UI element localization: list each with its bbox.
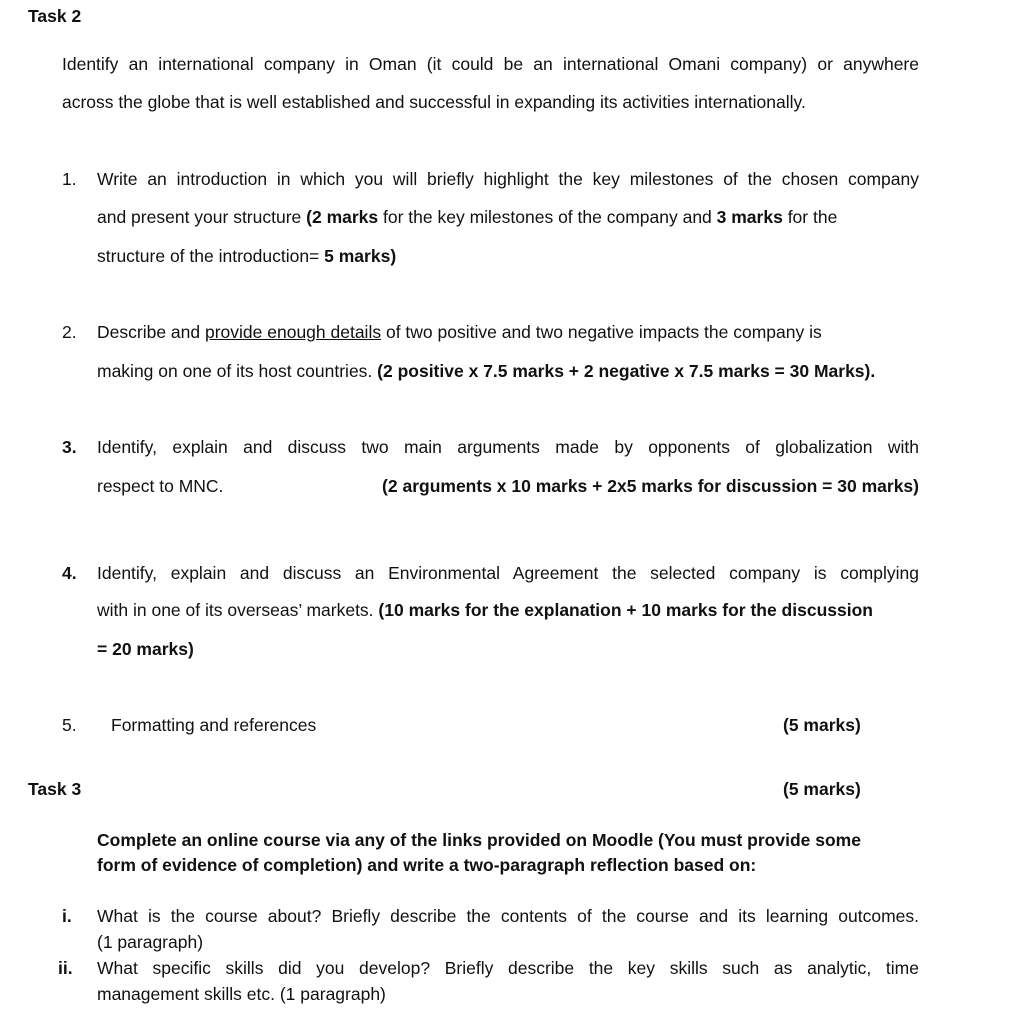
- q2-line1: [97, 322, 919, 343]
- task3-instruction-line1: Complete an online course via any of the links provided on Moodle (You must provide some: [97, 830, 861, 850]
- task3-item-i-line1: What is the course about? Briefly describe the contents of the course and its learning outcomes.: [97, 906, 919, 926]
- task2-title: Task 2: [28, 6, 82, 26]
- q4-line1: Identify, explain and discuss an Environmental Agreement the selected company is complying: [97, 563, 919, 583]
- q5-marks: (5 marks): [783, 715, 861, 735]
- task3-item-ii-number: ii.: [58, 958, 73, 978]
- q1-marks-milestones: (2 marks: [306, 207, 379, 227]
- task3-item-i-number: i.: [62, 906, 72, 926]
- q4-line3: = 20 marks): [97, 639, 194, 659]
- q2-line1-text-end: of two positive and two negative impacts the company is: [381, 322, 822, 342]
- task2-intro-line2: across the globe that is well established and successful in expanding its activities internationally.: [62, 92, 806, 112]
- q4-marks: (10 marks for the explanation + 10 marks for the discussion: [378, 600, 873, 620]
- q1-line2: [97, 207, 919, 228]
- q1-line1: Write an introduction in which you will briefly highlight the key milestones of the chosen company: [97, 169, 919, 189]
- task3-marks: (5 marks): [783, 779, 861, 799]
- q1-line2-text-mid: for the key milestones of the company and: [378, 207, 717, 227]
- task3-item-ii-line1: What specific skills did you develop? Briefly describe the key skills such as analytic, time: [97, 958, 919, 978]
- task3-instruction-line2: form of evidence of completion) and write a two-paragraph reflection based on:: [97, 855, 757, 875]
- q2-line2-text: making on one of its host countries.: [97, 361, 378, 381]
- q2-number: 2.: [62, 322, 77, 342]
- q1-line3-text: structure of the introduction=: [97, 246, 325, 266]
- task3-item-ii-line2: management skills etc. (1 paragraph): [97, 984, 386, 1004]
- q1-line3: [97, 246, 396, 267]
- q4-number: 4.: [62, 563, 77, 583]
- q2-underlined-text: provide enough details: [204, 322, 382, 342]
- q1-line2-text: and present your structure: [97, 207, 307, 227]
- q2-line2: [97, 361, 875, 382]
- q1-marks-structure: 3 marks: [716, 207, 783, 227]
- q2-line1-text: Describe and: [97, 322, 205, 342]
- q4-line2-text: with in one of its overseas’ markets.: [97, 600, 379, 620]
- task2-intro-line1: Identify an international company in Oman (it could be an international Omani company) or anywhere: [62, 54, 919, 74]
- q1-number: 1.: [62, 169, 77, 189]
- q1-total-marks: 5 marks): [324, 246, 397, 266]
- q5-text: Formatting and references: [111, 715, 317, 735]
- q3-line2-text: respect to MNC.: [97, 476, 224, 496]
- q1-line2-text-end: for the: [782, 207, 838, 227]
- q3-line1: Identify, explain and discuss two main arguments made by opponents of globalization with: [97, 437, 919, 457]
- q3-number: 3.: [62, 437, 77, 457]
- q5-number: 5.: [62, 715, 77, 735]
- task3-item-i-line2: (1 paragraph): [97, 932, 204, 952]
- q4-line2: [97, 600, 919, 621]
- q3-marks: (2 arguments x 10 marks + 2x5 marks for discussion = 30 marks): [382, 476, 919, 496]
- q2-marks: (2 positive x 7.5 marks + 2 negative x 7.5 marks = 30 Marks).: [377, 361, 876, 381]
- task3-title: Task 3: [28, 779, 82, 799]
